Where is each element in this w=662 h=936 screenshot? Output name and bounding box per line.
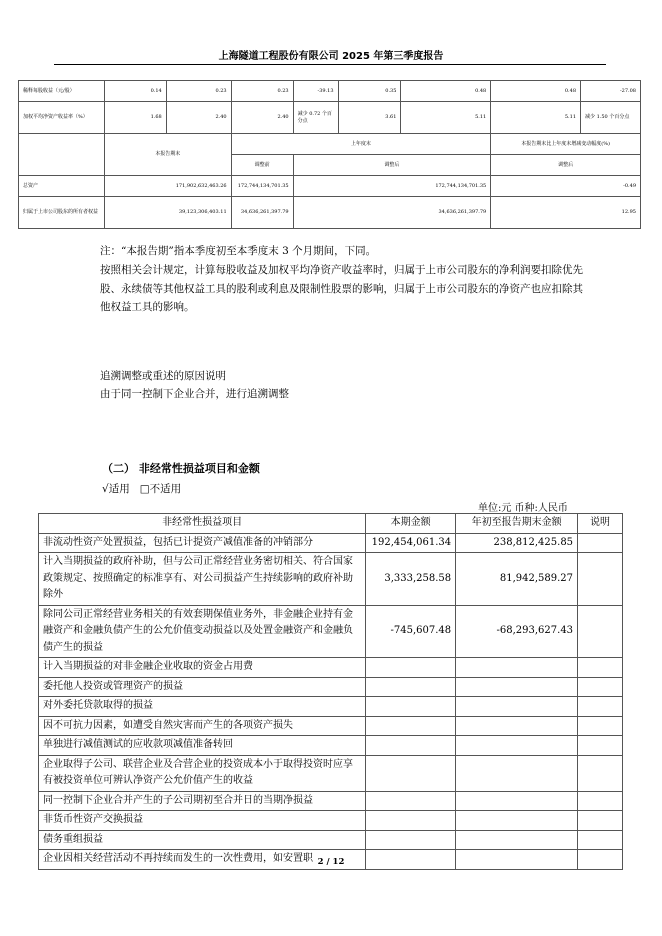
report-header-title: 上海隧道工程股份有限公司 2025 年第三季度报告 bbox=[218, 51, 444, 62]
row-ytd-amount bbox=[456, 658, 578, 678]
row-label: 加权平均净资产收益率（%） bbox=[19, 102, 105, 134]
row-ytd-amount bbox=[456, 811, 578, 831]
row-ytd-amount bbox=[456, 736, 578, 756]
row-current-amount bbox=[366, 811, 456, 831]
applicable-option: √适用 bbox=[102, 483, 130, 495]
row-ytd-amount bbox=[456, 697, 578, 717]
row-label: 归属于上市公司股东的所有者权益 bbox=[19, 197, 105, 229]
note-accounting-rule: 按照相关会计规定，计算每股收益及加权平均净资产收益率时，归属于上市公司股东的净利润要扣除优先股、永续债等其他权益工具的股利或利息及限制性股票的影响，归属于上市公司股东的净资产也应扣除其他权益工具的影响。 bbox=[100, 264, 583, 313]
row-note bbox=[578, 791, 623, 811]
row-current-amount: -745,607.48 bbox=[366, 605, 456, 658]
table-header-row: 本报告期末 上年度末 本报告期末比上年度末增减变动幅度(%) bbox=[19, 134, 641, 155]
row-ytd-amount bbox=[456, 716, 578, 736]
row-current-amount bbox=[366, 677, 456, 697]
row-current-amount bbox=[366, 736, 456, 756]
row-current-amount bbox=[366, 830, 456, 850]
row-current-amount bbox=[366, 658, 456, 678]
table-row: 稀释每股收益（元/股） 0.14 0.23 0.23 -39.13 0.35 0.48 0.48 -27.08 bbox=[19, 81, 641, 102]
row-ytd-amount: -68,293,627.43 bbox=[456, 605, 578, 658]
row-current-amount bbox=[366, 791, 456, 811]
row-current-amount bbox=[366, 755, 456, 791]
table-row: 总资产 171,902,632,463.26 172,744,134,701.35 172,744,134,701.35 -0.49 bbox=[19, 176, 641, 197]
row-item-label: 企业取得子公司、联营企业及合营企业的投资成本小于取得投资时应享有被投资单位可辨认净资产公允价值产生的收益 bbox=[39, 755, 366, 791]
row-item-label: 企业因相关经营活动不再持续而发生的一次性费用，如安置职 bbox=[39, 850, 366, 870]
table-row bbox=[39, 830, 623, 850]
row-item-label: 债务重组损益 bbox=[39, 830, 366, 850]
table-row: 加权平均净资产收益率（%） 1.68 2.40 2.40 减少 0.72 个百分点 3.61 5.11 5.11 减少 1.50 个百分点 bbox=[19, 102, 641, 134]
retro-adjust-title: 追溯调整或重述的原因说明 bbox=[100, 370, 226, 382]
row-note bbox=[578, 553, 623, 606]
non-recurring-items-table bbox=[38, 513, 623, 870]
table-row bbox=[39, 716, 623, 736]
header-divider bbox=[54, 64, 606, 65]
row-current-amount: 3,333,258.58 bbox=[366, 553, 456, 606]
table-row bbox=[39, 736, 623, 756]
row-item-label: 因不可抗力因素，如遭受自然灾害而产生的各项资产损失 bbox=[39, 716, 366, 736]
row-ytd-amount bbox=[456, 755, 578, 791]
row-note bbox=[578, 677, 623, 697]
col-header-item: 非经常性损益项目 bbox=[39, 514, 366, 534]
row-item-label: 计入当期损益的对非金融企业收取的资金占用费 bbox=[39, 658, 366, 678]
row-item-label: 单独进行减值测试的应收款项减值准备转回 bbox=[39, 736, 366, 756]
row-item-label: 除同公司正常经营业务相关的有效套期保值业务外，非金融企业持有金融资产和金融负债产生的公允价值变动损益以及处置金融资产和金融负债产生的损益 bbox=[39, 605, 366, 658]
row-note bbox=[578, 830, 623, 850]
row-note bbox=[578, 697, 623, 717]
table-row bbox=[39, 697, 623, 717]
table-row bbox=[39, 791, 623, 811]
row-item-label: 同一控制下企业合并产生的子公司期初至合并日的当期净损益 bbox=[39, 791, 366, 811]
row-item-label: 计入当期损益的政府补助，但与公司正常经营业务密切相关、符合国家政策规定、按照确定的标准享有、对公司损益产生持续影响的政府补助除外 bbox=[39, 553, 366, 606]
row-label: 稀释每股收益（元/股） bbox=[19, 81, 105, 102]
section-heading: （二） 非经常性损益项目和金额 bbox=[102, 462, 260, 475]
table-row bbox=[39, 605, 623, 658]
row-note bbox=[578, 755, 623, 791]
row-current-amount bbox=[366, 716, 456, 736]
key-indicators-table bbox=[18, 80, 641, 229]
unit-currency-label: 单位:元 币种:人民币 bbox=[478, 503, 568, 514]
col-header-note: 说明 bbox=[578, 514, 623, 534]
row-ytd-amount bbox=[456, 791, 578, 811]
row-ytd-amount: 81,942,589.27 bbox=[456, 553, 578, 606]
table-row: 归属于上市公司股东的所有者权益 39,123,306,403.11 34,636,261,397.79 34,636,261,397.79 12.95 bbox=[19, 197, 641, 229]
row-item-label: 对外委托贷款取得的损益 bbox=[39, 697, 366, 717]
table-header-row: 调整前 调整后 调整后 bbox=[19, 155, 641, 176]
row-ytd-amount bbox=[456, 830, 578, 850]
row-label: 总资产 bbox=[19, 176, 105, 197]
table-row bbox=[39, 677, 623, 697]
page-number: 2 / 12 bbox=[317, 857, 345, 867]
applicability-options bbox=[102, 481, 181, 496]
col-header-ytd: 年初至报告期末金额 bbox=[456, 514, 578, 534]
retro-adjust-reason: 由于同一控制下企业合并，进行追溯调整 bbox=[100, 388, 289, 400]
row-item-label: 委托他人投资或管理资产的损益 bbox=[39, 677, 366, 697]
table-row bbox=[39, 755, 623, 791]
row-item-label: 非货币性资产交换损益 bbox=[39, 811, 366, 831]
table-row bbox=[39, 658, 623, 678]
col-header-current: 本期金额 bbox=[366, 514, 456, 534]
row-current-amount: 192,454,061.34 bbox=[366, 533, 456, 553]
row-item-label: 非流动性资产处置损益，包括已计提资产减值准备的冲销部分 bbox=[39, 533, 366, 553]
row-ytd-amount: 238,812,425.85 bbox=[456, 533, 578, 553]
row-note bbox=[578, 716, 623, 736]
row-note bbox=[578, 533, 623, 553]
not-applicable-option: □不适用 bbox=[139, 483, 182, 495]
row-note bbox=[578, 658, 623, 678]
table-row bbox=[39, 553, 623, 606]
row-note bbox=[578, 736, 623, 756]
note-report-period: 注：“本报告期”指本季度初至本季度末 3 个月期间，下同。 bbox=[100, 245, 377, 257]
row-note bbox=[578, 605, 623, 658]
row-current-amount bbox=[366, 697, 456, 717]
row-note bbox=[578, 811, 623, 831]
row-ytd-amount bbox=[456, 677, 578, 697]
table-row bbox=[39, 811, 623, 831]
table-header-row bbox=[39, 514, 623, 534]
table-row bbox=[39, 533, 623, 553]
